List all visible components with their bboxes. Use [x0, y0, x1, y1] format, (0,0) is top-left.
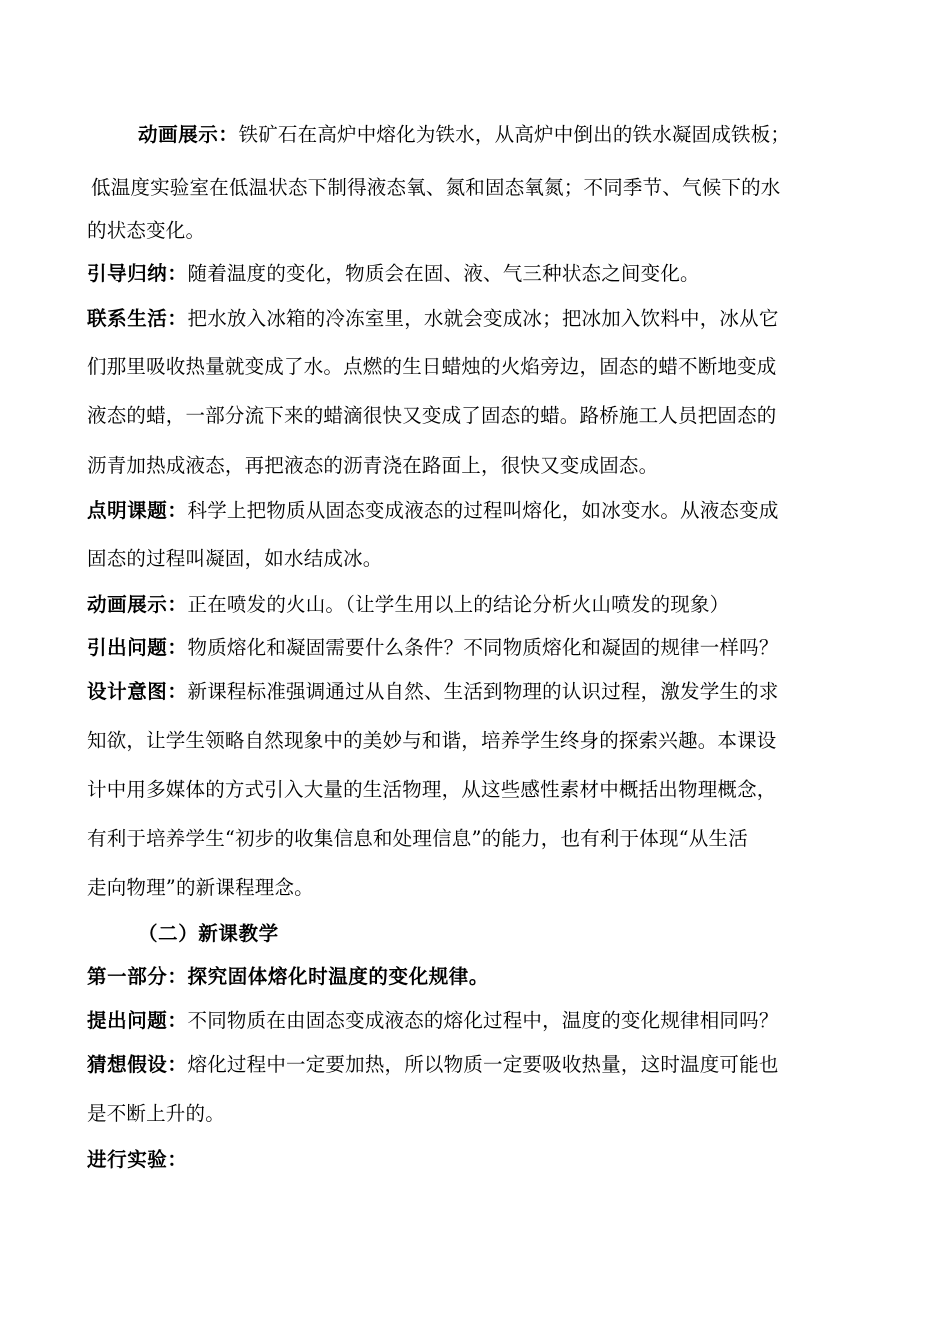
paragraph-text-line: 走向物理”的新课程理念。: [87, 876, 314, 899]
paragraph-animation-display-2: [87, 593, 729, 617]
paragraph-label: 动画展示：: [138, 123, 239, 146]
paragraph-text-line: 固态的过程叫凝固，如水结成冰。: [87, 547, 383, 570]
paragraph-label: 设计意图：: [87, 680, 188, 703]
paragraph-text: 新课程标准强调通过从自然、生活到物理的认识过程，激发学生的求: [187, 680, 779, 703]
paragraph-text: 科学上把物质从固态变成液态的过程叫熔化，如冰变水。从液态变成: [187, 499, 779, 522]
paragraph-raise-question: [87, 636, 779, 660]
paragraph-label: 猜想假设：: [87, 1053, 188, 1076]
paragraph-text-line: 们那里吸收热量就变成了水。点燃的生日蜡烛的火焰旁边，固态的蜡不断地变成: [87, 355, 777, 378]
paragraph-label: 引导归纳：: [87, 262, 188, 285]
section-heading: （二）新课教学: [138, 922, 279, 945]
paragraph-label: 引出问题：: [87, 636, 188, 659]
paragraph-text-line: 低温度实验室在低温状态下制得液态氧、氮和固态氧氮；不同季节、气候下的水: [91, 176, 781, 199]
paragraph-hypothesis: [87, 1053, 779, 1077]
paragraph-topic: [87, 499, 779, 523]
paragraph-pose-question: [87, 1009, 779, 1033]
part-heading: 第一部分：探究固体熔化时温度的变化规律。: [87, 965, 490, 988]
paragraph-text-line: 液态的蜡，一部分流下来的蜡滴很快又变成了固态的蜡。路桥施工人员把固态的: [87, 404, 777, 427]
paragraph-text: 正在喷发的火山。（让学生用以上的结论分析火山喷发的现象）: [187, 593, 730, 616]
paragraph-text: 随着温度的变化，物质会在固、液、气三种状态之间变化。: [187, 262, 700, 285]
paragraph-animation-display-1: [138, 123, 790, 147]
paragraph-conduct-experiment: [87, 1148, 188, 1172]
paragraph-text: 铁矿石在高炉中熔化为铁水，从高炉中倒出的铁水凝固成铁板；: [238, 123, 791, 146]
paragraph-label: 提出问题：: [87, 1009, 188, 1032]
paragraph-text-line: 是不断上升的。: [87, 1102, 225, 1125]
paragraph-text-line: 沥青加热成液态，再把液态的沥青浇在路面上，很快又变成固态。: [87, 454, 659, 477]
paragraph-text: 熔化过程中一定要加热，所以物质一定要吸收热量，这时温度可能也: [187, 1053, 779, 1076]
paragraph-label: 联系生活：: [87, 307, 188, 330]
paragraph-text: 不同物质在由固态变成液态的熔化过程中，温度的变化规律相同吗？: [187, 1009, 779, 1032]
paragraph-text-line: 的状态变化。: [87, 219, 206, 242]
paragraph-text: 物质熔化和凝固需要什么条件？不同物质熔化和凝固的规律一样吗？: [187, 636, 779, 659]
paragraph-text-line: 知欲，让学生领略自然现象中的美妙与和谐，培养学生终身的探索兴趣。本课设: [87, 729, 777, 752]
paragraph-text: 把水放入冰箱的冷冻室里，水就会变成冰；把冰加入饮料中，冰从它: [187, 307, 779, 330]
paragraph-connect-life: [87, 307, 779, 331]
paragraph-guided-summary: [87, 262, 700, 286]
paragraph-text-line: 有利于培养学生“初步的收集信息和处理信息”的能力，也有利于体现“从生活: [87, 827, 748, 850]
paragraph-design-intent: [87, 680, 779, 704]
paragraph-label: 进行实验：: [87, 1148, 188, 1171]
paragraph-text-line: 计中用多媒体的方式引入大量的生活物理，从这些感性素材中概括出物理概念，: [87, 778, 777, 801]
paragraph-label: 动画展示：: [87, 593, 188, 616]
paragraph-label: 点明课题：: [87, 499, 188, 522]
